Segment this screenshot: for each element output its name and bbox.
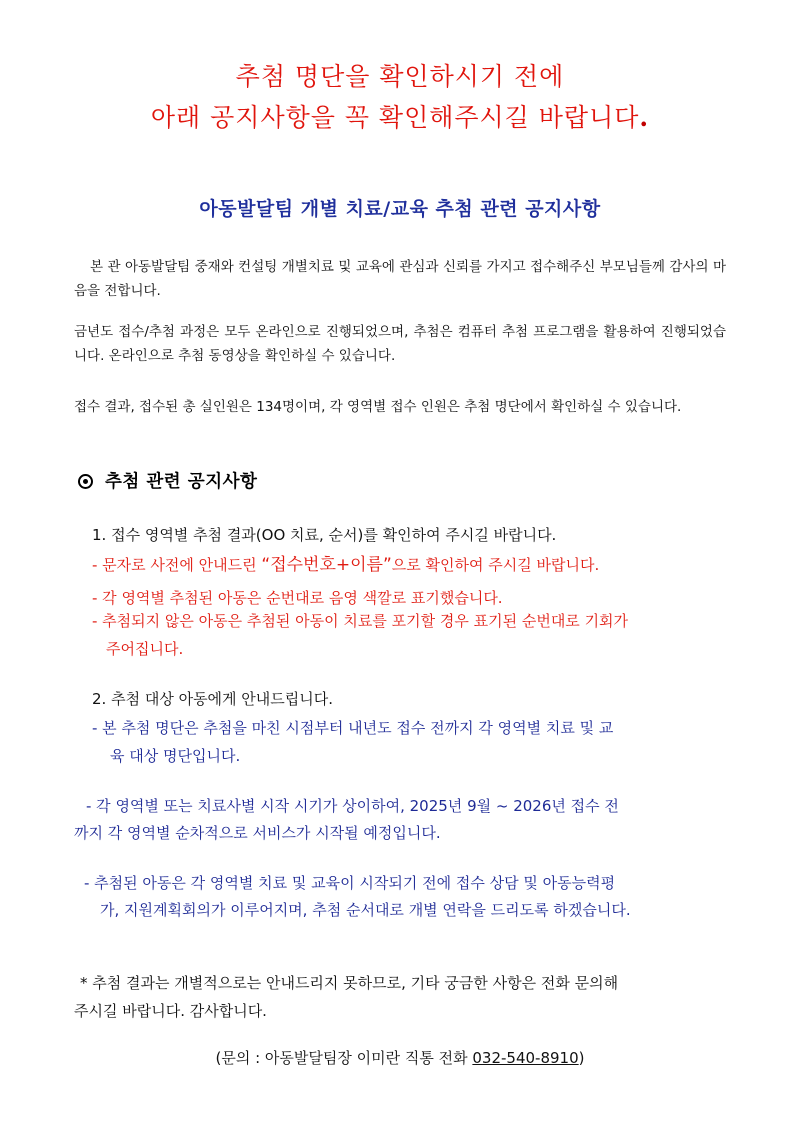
item2-bullet-2-line-2: 까지 각 영역별 순차적으로 서비스가 시작될 예정입니다. [74, 824, 441, 842]
item1-bullet-3-line-2: 주어집니다. [106, 640, 184, 658]
item2-bullet-1-line-2: 육 대상 명단입니다. [110, 747, 241, 765]
contact-prefix: (문의 : 아동발달팀장 이미란 직통 전화 [215, 1049, 473, 1067]
item2-bullet-2-line-1: - 각 영역별 또는 치료사별 시작 시기가 상이하여, 2025년 9월 ~ 2026년 접수 전 [86, 797, 619, 815]
fisheye-bullet-icon [78, 474, 93, 489]
intro-paragraph-thanks: 본 관 아동발달팀 중재와 컨설팅 개별치료 및 교육에 관심과 신뢰를 가지고 접수해주신 부모님들께 감사의 마음을 전합니다. [74, 259, 726, 299]
item2-bullet-1-line-1: - 본 추첨 명단은 추첨을 마친 시점부터 내년도 접수 전까지 각 영역별 치료 및 교 [92, 719, 614, 737]
item1-bullet-1-key: “접수번호+이름” [261, 555, 392, 575]
intro-paragraph-result: 접수 결과, 접수된 총 실인원은 134명이며, 각 영역별 접수 인원은 추첨 명단에서 확인하실 수 있습니다. [74, 399, 682, 415]
item1-bullet-3-line-1: - 추첨되지 않은 아동은 추첨된 아동이 치료를 포기할 경우 표기된 순번대로 기회가 [92, 612, 629, 630]
item2-bullet-3-line-1: - 추첨된 아동은 각 영역별 치료 및 교육이 시작되기 전에 접수 상담 및 아동능력평 [84, 874, 616, 892]
warning-line-1: 추첨 명단을 확인하시기 전에 [235, 62, 565, 91]
contact-phone: 032-540-8910 [472, 1049, 579, 1067]
item1-bullet-1 [92, 550, 599, 580]
warning-line-2-text: 아래 공지사항을 꼭 확인해주시길 바랍니다 [150, 103, 640, 132]
contact-line [0, 1047, 800, 1068]
item1-bullet-1-pre: - 문자로 사전에 안내드린 [92, 556, 262, 574]
item1-bullet-2: - 각 영역별 추첨된 아동은 순번대로 음영 색깔로 표기했습니다. [92, 589, 503, 607]
item1-heading: 1. 접수 영역별 추첨 결과(OO 치료, 순서)를 확인하여 주시길 바랍니다. [92, 526, 557, 544]
closing-note-line-1: * 추첨 결과는 개별적으로는 안내드리지 못하므로, 기타 궁금한 사항은 전화 문의해 [80, 974, 619, 992]
section-heading [78, 468, 257, 493]
item2-heading: 2. 추첨 대상 아동에게 안내드립니다. [92, 690, 334, 708]
warning-line-2 [0, 98, 800, 134]
contact-suffix: ) [578, 1049, 585, 1067]
item2-bullet-3-line-2: 가, 지원계획회의가 이루어지며, 추첨 순서대로 개별 연락을 드리도록 하겠습니다. [100, 901, 631, 919]
intro-paragraph-process: 금년도 접수/추첨 과정은 모두 온라인으로 진행되었으며, 추첨은 컴퓨터 추첨 프로그램을 활용하여 진행되었습니다. 온라인으로 추첨 동영상을 확인하실 수 있습니다. [74, 324, 726, 364]
closing-note-line-2: 주시길 바랍니다. 감사합니다. [74, 1002, 267, 1020]
page-title: 아동발달팀 개별 치료/교육 추첨 관련 공지사항 [199, 198, 601, 220]
section-title: 추첨 관련 공지사항 [105, 472, 258, 492]
warning-period: . [639, 103, 650, 132]
item1-bullet-1-post: 으로 확인하여 주시길 바랍니다. [391, 556, 600, 574]
